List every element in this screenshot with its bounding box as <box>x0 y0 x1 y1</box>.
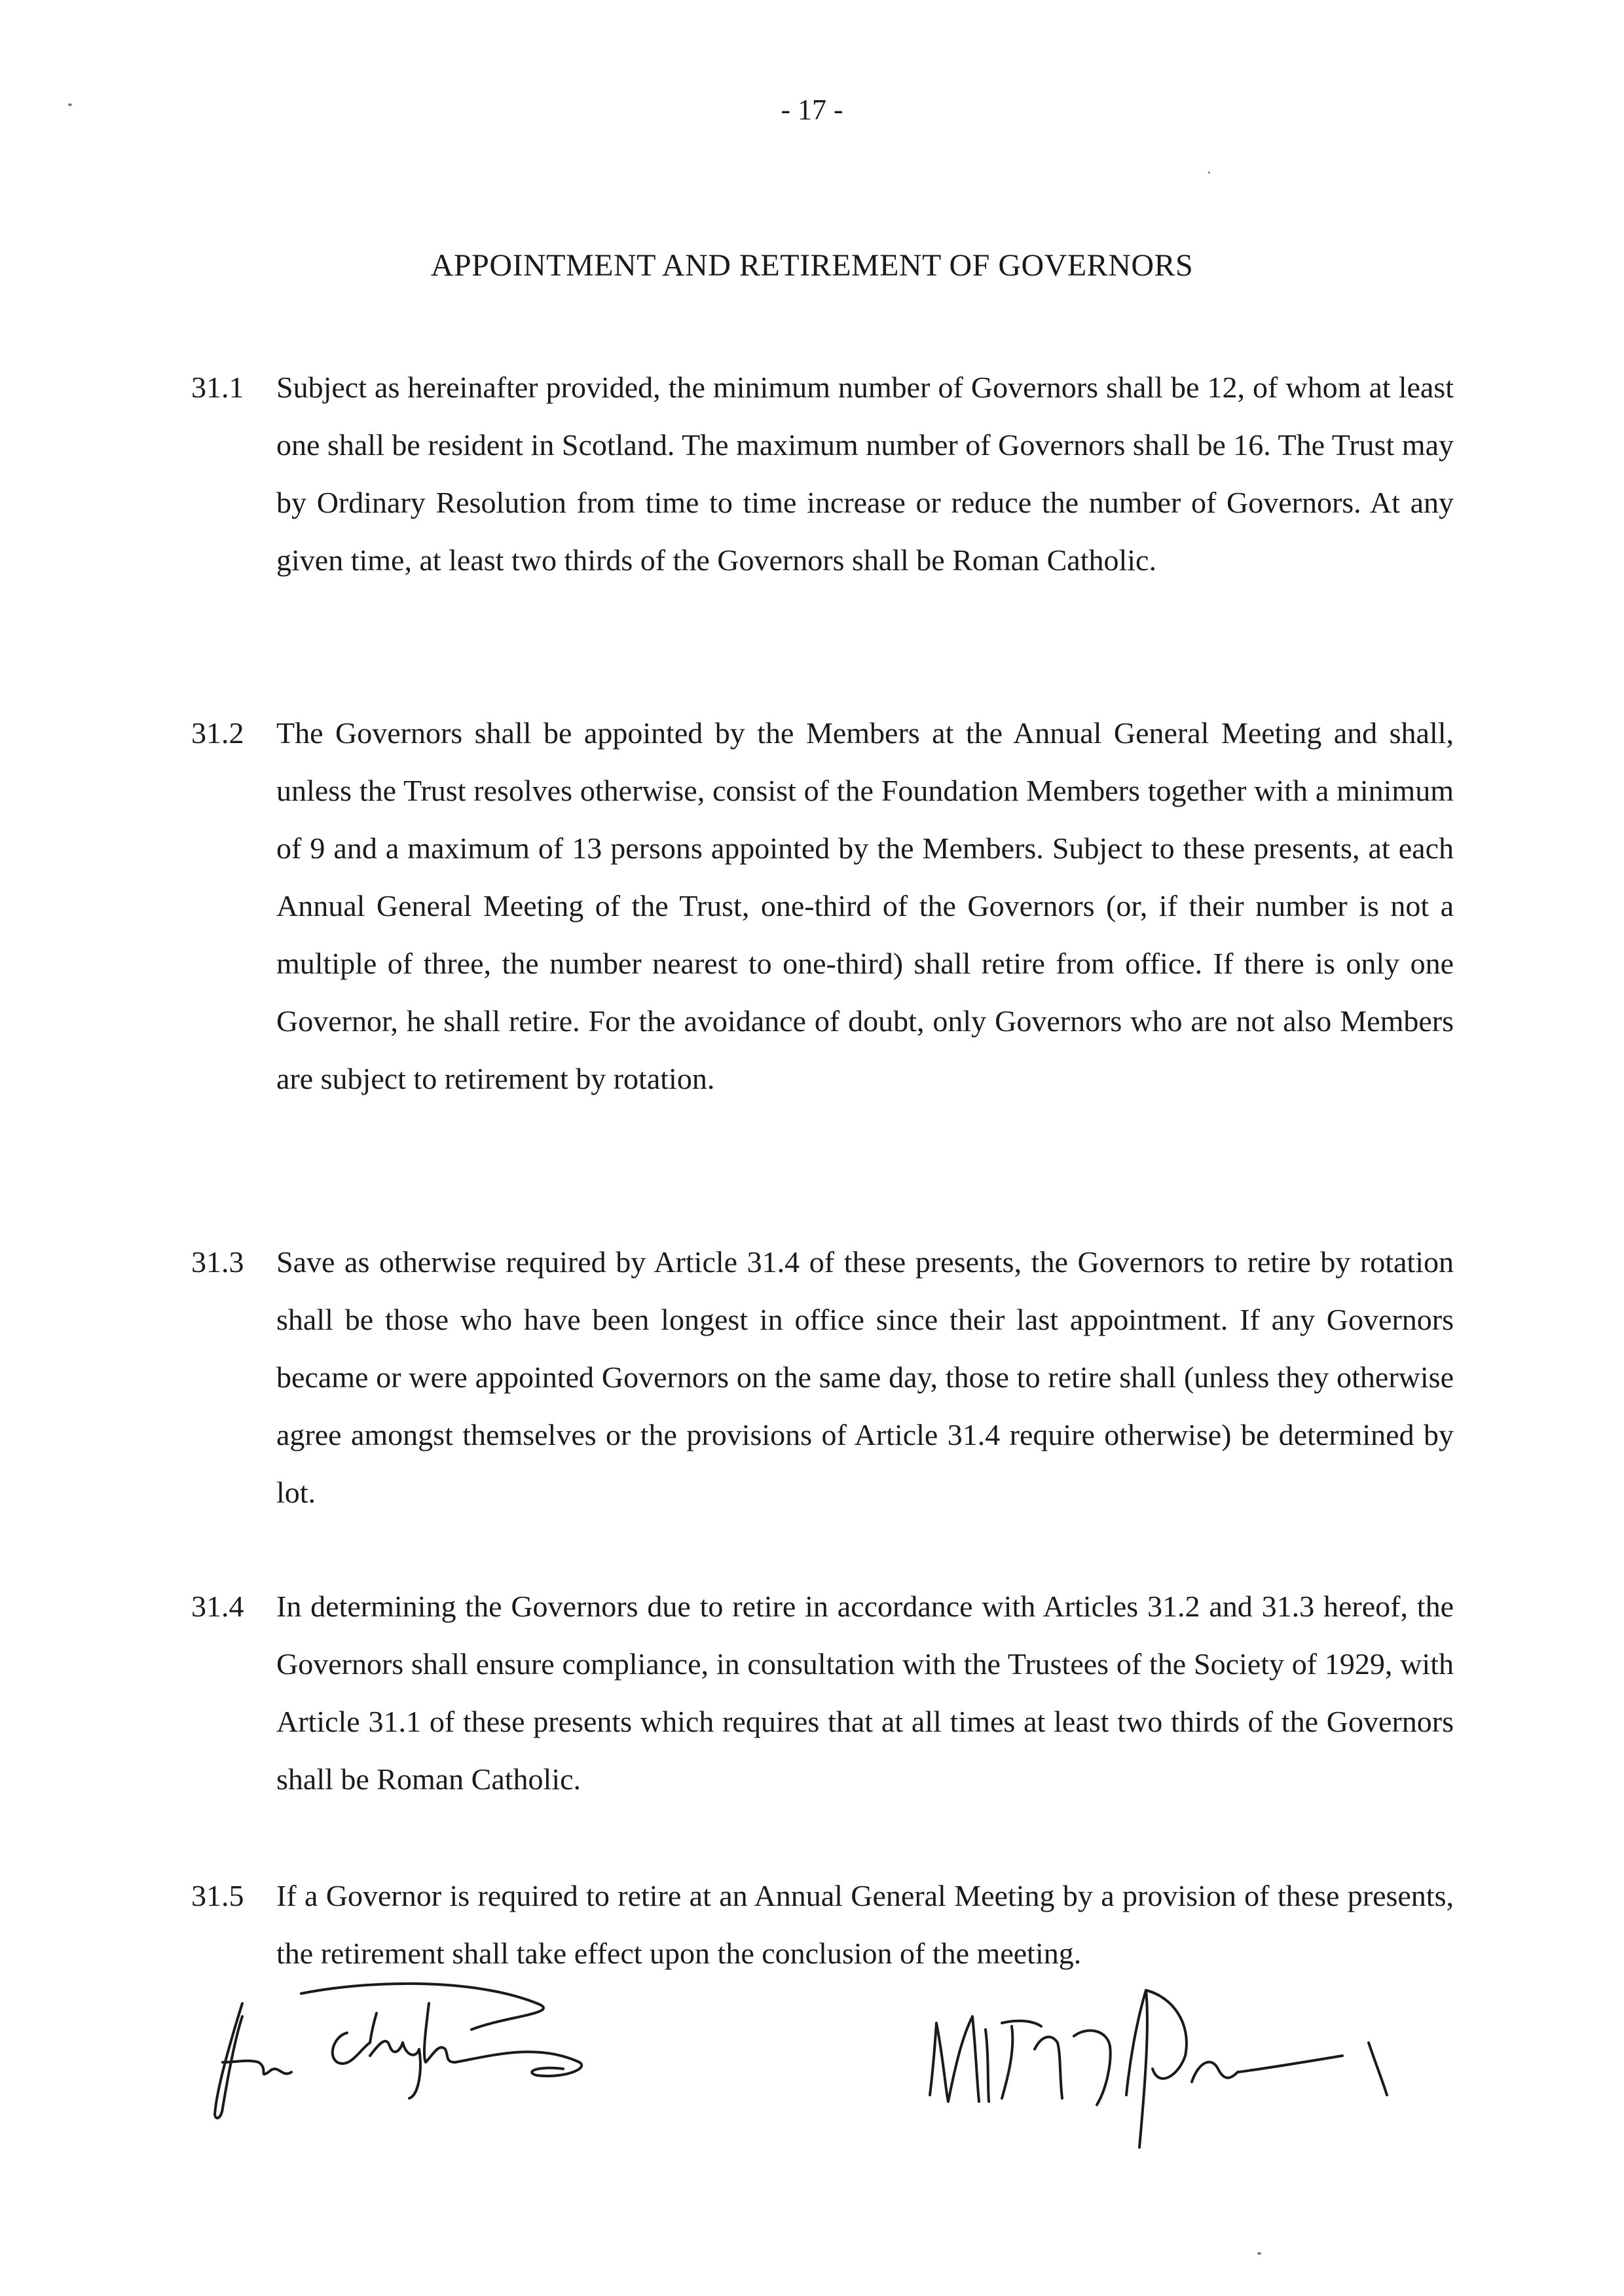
signature-right <box>910 1964 1408 2160</box>
clause-number: 31.2 <box>191 716 244 750</box>
page-number: - 17 - <box>781 94 843 126</box>
clause-text: Subject as hereinafter provided, the minimum number of Governors shall be 12, of whom at least one shall be resident in Scotland. The maximum number of Governors shall be 16. The Trust may by Ordinary Resolution from time to time increase or reduce the number of Governors. At any given time, at least two thirds of the Governors shall be Roman Catholic. <box>276 371 1454 577</box>
clause-number: 31.4 <box>191 1590 244 1623</box>
signature-left <box>196 1964 616 2134</box>
scan-speck <box>68 103 72 106</box>
scan-speck <box>1208 172 1210 173</box>
clause-31-2 <box>191 704 1454 1108</box>
clause-text: In determining the Governors due to retire in accordance with Articles 31.2 and 31.3 hereof, the Governors shall ensure compliance, in consultation with the Trustees of the Society of 1929, with Article 31.1 of these presents which requires that at all times at least two thirds of the Governors shall be Roman Catholic. <box>276 1590 1454 1796</box>
clause-text: The Governors shall be appointed by the Members at the Annual General Meeting and shall, unless the Trust resolves otherwise, consist of the Foundation Members together with a minimum of 9 and a maximum of 13 persons appointed by the Members. Subject to these presents, at each Annual General Meeting of the Trust, one-third of the Governors (or, if their number is not a multiple of three, the number nearest to one-third) shall retire from office. If there is only one Governor, he shall retire. For the avoidance of doubt, only Governors who are not also Members are subject to retirement by rotation. <box>276 716 1454 1095</box>
clause-text: Save as otherwise required by Article 31.4 of these presents, the Governors to retire by rotation shall be those who have been longest in office since their last appointment. If any Governors became or were appointed Governors on the same day, those to retire shall (unless they otherwise agree amongst themselves or the provisions of Article 31.4 require otherwise) be determined by lot. <box>276 1245 1454 1509</box>
clause-text: If a Governor is required to retire at an Annual General Meeting by a provision of these presents, the retirement shall take effect upon the conclusion of the meeting. <box>276 1879 1454 1970</box>
clause-number: 31.5 <box>191 1879 244 1912</box>
clause-31-3 <box>191 1233 1454 1522</box>
clause-31-4 <box>191 1578 1454 1808</box>
section-heading: APPOINTMENT AND RETIREMENT OF GOVERNORS <box>430 248 1194 283</box>
scan-speck <box>1257 2252 1261 2255</box>
clause-number: 31.1 <box>191 371 244 404</box>
clause-31-1 <box>191 359 1454 589</box>
clause-number: 31.3 <box>191 1245 244 1279</box>
